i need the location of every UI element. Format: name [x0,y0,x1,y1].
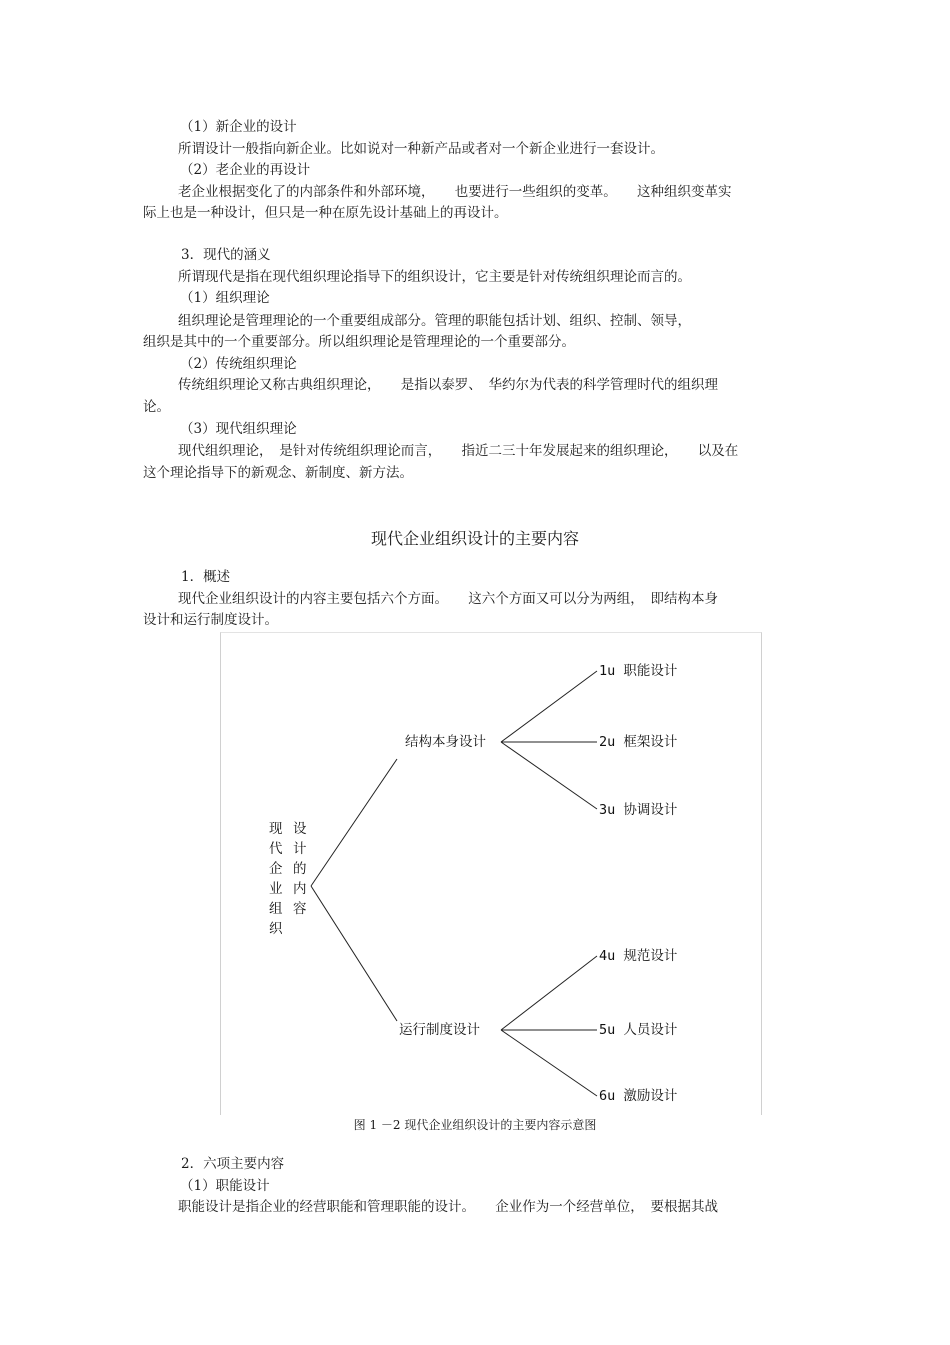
heading-modern-theory: （3）现代组织理论 [180,421,297,437]
branch-structure-design: 结构本身设计 [405,734,486,750]
paragraph-line: 这个理论指导下的新观念、新制度、新方法。 [143,465,413,481]
paragraph-line: 职能设计是指企业的经营职能和管理职能的设计。 企业作为一个经营单位， 要根据其战 [178,1199,718,1215]
leaf-norm-design: 4u 规范设计 [599,948,678,964]
connector-line [311,886,397,1021]
leaf-incentive-design: 6u 激励设计 [599,1088,678,1104]
connector-line [501,742,597,809]
paragraph-line: 现代企业组织设计的内容主要包括六个方面。 这六个方面又可以分为两组， 即结构本身 [178,591,718,607]
connector-line [501,1030,597,1096]
heading-org-theory: （1）组织理论 [180,290,270,306]
heading-modern-meaning: 3．现代的涵义 [181,247,271,263]
heading-traditional-theory: （2）传统组织理论 [180,356,297,372]
paragraph-line: 组织理论是管理理论的一个重要组成部分。管理的职能包括计划、组织、控制、领导， [178,313,691,329]
leaf-framework-design: 2u 框架设计 [599,734,678,750]
paragraph-line: 际上也是一种设计，但只是一种在原先设计基础上的再设计。 [143,205,508,221]
heading-function-design: （1）职能设计 [180,1178,270,1194]
paragraph-line: 所谓设计一般指向新企业。比如说对一种新产品或者对一个新企业进行一套设计。 [178,141,664,157]
paragraph-line: 论。 [143,399,170,415]
heading-six-items: 2．六项主要内容 [181,1156,285,1172]
connector-line [311,759,397,886]
paragraph-line: 设计和运行制度设计。 [143,612,278,628]
branch-operation-design: 运行制度设计 [399,1022,480,1038]
figure-caption: 图 1 －2 现代企业组织设计的主要内容示意图 [353,1118,597,1132]
paragraph-line: 所谓现代是指在现代组织理论指导下的组织设计，它主要是针对传统组织理论而言的。 [178,269,691,285]
paragraph-line: 组织是其中的一个重要部分。所以组织理论是管理理论的一个重要部分。 [143,334,575,350]
leaf-function-design: 1u 职能设计 [599,663,678,679]
connector-line [501,671,597,742]
leaf-coordination-design: 3u 协调设计 [599,802,678,818]
tree-diagram [220,632,762,1115]
root-label-right: 设计的内容 [293,821,307,917]
root-label-left: 现代企业组织 [269,821,283,937]
section-title: 现代企业组织设计的主要内容 [370,529,579,548]
connector-line [501,956,597,1030]
paragraph-line: 传统组织理论又称古典组织理论， 是指以泰罗、 华约尔为代表的科学管理时代的组织理 [178,377,718,393]
heading-new-enterprise: （1）新企业的设计 [180,119,297,135]
heading-overview: 1．概述 [181,569,231,585]
heading-old-enterprise: （2）老企业的再设计 [180,162,311,178]
paragraph-line: 现代组织理论， 是针对传统组织理论而言， 指近二三十年发展起来的组织理论， 以及在 [178,443,739,459]
leaf-personnel-design: 5u 人员设计 [599,1022,678,1038]
paragraph-line: 老企业根据变化了的内部条件和外部环境， 也要进行一些组织的变革。 这种组织变革实 [178,184,732,200]
